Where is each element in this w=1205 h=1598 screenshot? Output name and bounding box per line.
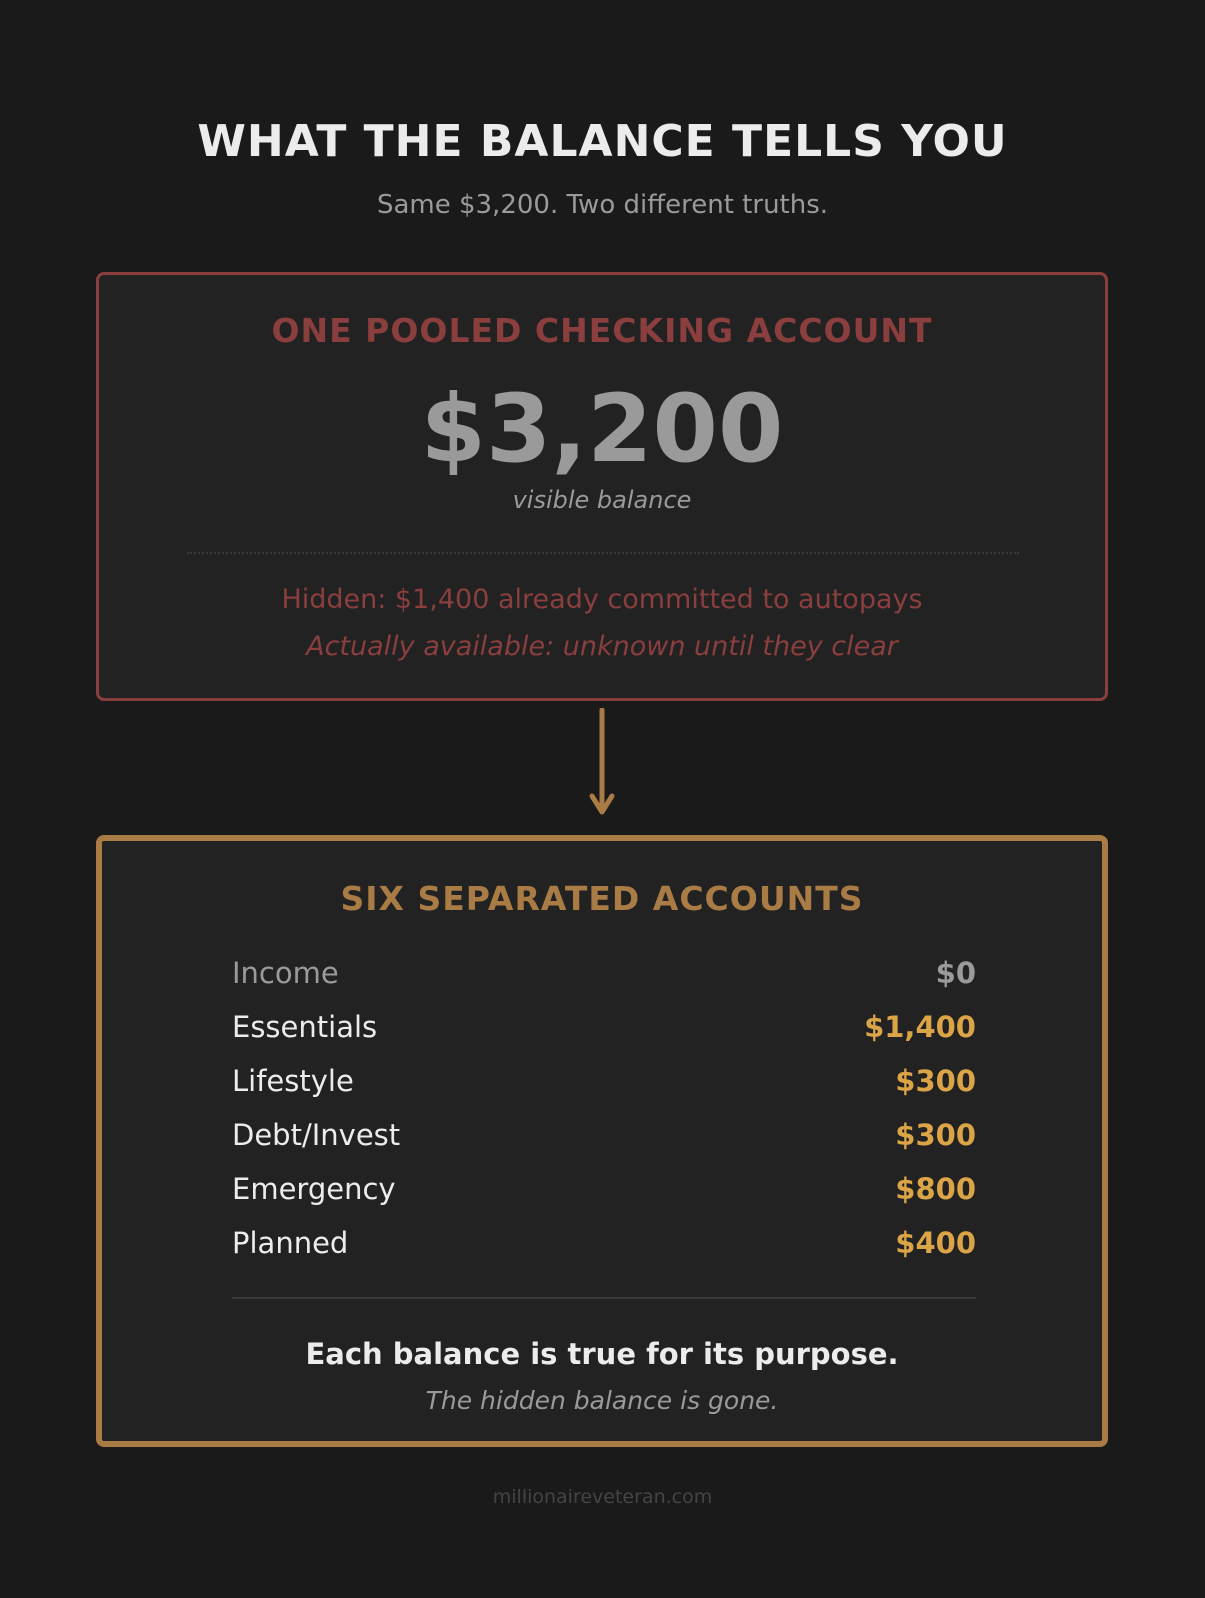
account-amount: $300	[895, 1064, 976, 1098]
account-amount: $300	[895, 1118, 976, 1152]
account-name: Income	[232, 956, 339, 990]
account-amount: $800	[895, 1172, 976, 1206]
pooled-account-title: ONE POOLED CHECKING ACCOUNT	[271, 311, 933, 350]
separated-accounts-card	[96, 835, 1108, 1447]
account-row-planned	[232, 1216, 976, 1270]
account-amount: $0	[935, 956, 976, 990]
footer-site-link[interactable]: millionaireveteran.com	[492, 1486, 713, 1508]
account-name: Debt/Invest	[232, 1118, 401, 1152]
account-name: Emergency	[232, 1172, 396, 1206]
page-subtitle: Same $3,200. Two different truths.	[376, 190, 829, 220]
page-title: WHAT THE BALANCE TELLS YOU	[197, 116, 1008, 167]
account-name: Planned	[232, 1226, 349, 1260]
visible-balance-amount: $3,200	[420, 375, 784, 484]
account-row-essentials	[232, 1000, 976, 1054]
hidden-commitment-text: Hidden: $1,400 already committed to autopays	[281, 584, 923, 615]
separated-accounts-title: SIX SEPARATED ACCOUNTS	[340, 879, 864, 918]
account-amount: $400	[895, 1226, 976, 1260]
account-row-lifestyle	[232, 1054, 976, 1108]
hidden-balance-gone-text: The hidden balance is gone.	[425, 1386, 779, 1415]
account-name: Essentials	[232, 1010, 378, 1044]
pooled-account-card	[96, 272, 1108, 701]
arrow-down-icon	[587, 708, 617, 818]
account-amount: $1,400	[864, 1010, 976, 1044]
account-row-income	[232, 946, 976, 1000]
account-list	[232, 946, 976, 1270]
actually-available-text: Actually available: unknown until they clear	[306, 631, 898, 662]
dotted-divider	[187, 552, 1019, 554]
purpose-statement: Each balance is true for its purpose.	[305, 1337, 899, 1371]
visible-balance-caption: visible balance	[512, 486, 692, 514]
account-row-debt-invest	[232, 1108, 976, 1162]
account-row-emergency	[232, 1162, 976, 1216]
solid-divider	[232, 1297, 976, 1299]
account-name: Lifestyle	[232, 1064, 354, 1098]
